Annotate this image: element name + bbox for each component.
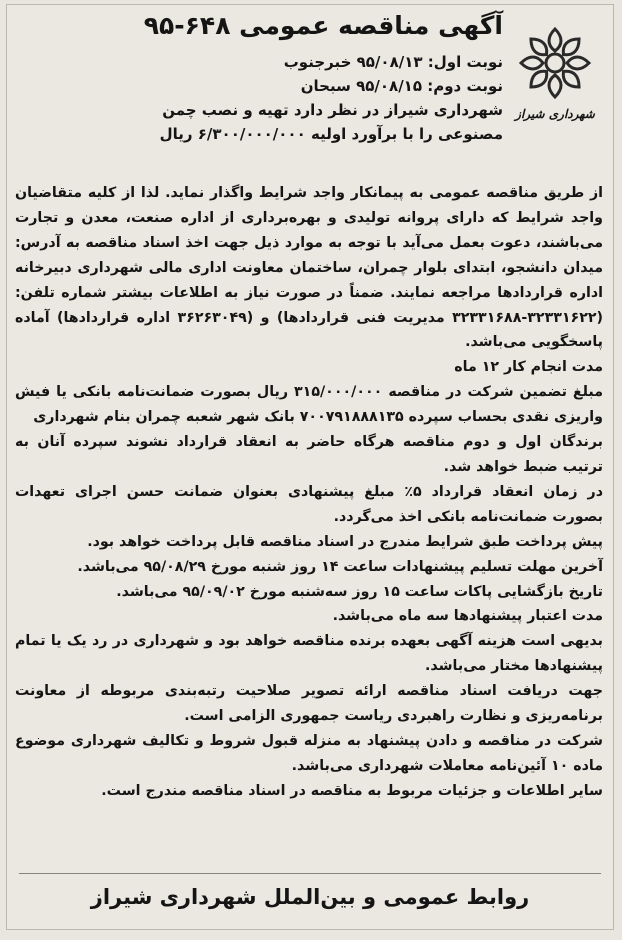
first-publication: نوبت اول: ۹۵/۰۸/۱۳ خبرجنوب	[283, 53, 503, 71]
paragraph: مدت انجام کار ۱۲ ماه	[454, 359, 603, 376]
paragraph: از طریق مناقصه عمومی به پیمانکار واجد شرایط واگذار نماید. لذا از کلیه متقاضیان واجد شرایط که دارای پروانه تولیدی و بهره‌برداری از اداره صنعت، معدن و تجارت می‌باشند، دعوت بعمل می‌آید با توجه به موارد ذیل جهت اخذ اسناد مناقصه به آدرس: میدان دانشجو، ابتدای بلوار چمران، ساختمان معاونت اداری مالی شهرداری دبیرخانه اداره قراردادها مراجعه نمایند. ضمناً در صورت نیاز به اطلاعات بیشتر شماره تلفن: (۳۲۳۳۱۶۲۲-۳۲۳۳۱۶۸۸ مدیریت فنی قراردادها) و (۳۶۲۶۳۰۴۹ اداره قراردادها) آماده پاسخگویی می‌باشد.	[15, 185, 604, 351]
paragraph: در زمان انعقاد قرارداد ۵٪ مبلغ پیشنهادی بعنوان ضمانت حسن اجرای تعهدات بصورت ضمانت‌نامه بانکی اخذ می‌گردد.	[15, 483, 604, 525]
paragraph: مدت اعتبار پیشنهادها سه ماه می‌باشد.	[332, 608, 603, 625]
notice-header	[7, 5, 613, 143]
paragraph: آخرین مهلت تسلیم پیشنهادات ساعت ۱۴ روز شنبه مورخ ۹۵/۰۸/۲۹ می‌باشد.	[77, 558, 603, 575]
paragraph: جهت دریافت اسناد مناقصه ارائه تصویر صلاحیت رتبه‌بندی مربوطه از معاونت برنامه‌ریزی و نظارت راهبردی ریاست جمهوری الزامی است.	[15, 683, 603, 725]
notice-title: آگهی مناقصه عمومی ۶۴۸-۹۵	[143, 11, 503, 40]
paragraph: شرکت در مناقصه و دادن پیشنهاد به منزله قبول شروط و تکالیف شهرداری موضوع ماده ۱۰ آئین‌نامه معاملات شهرداری می‌باشد.	[15, 732, 603, 774]
paragraph: سایر اطلاعات و جزئیات مربوط به مناقصه در اسناد مناقصه مندرج است.	[101, 782, 603, 799]
notice-footer: روابط عمومی و بین‌الملل شهرداری شیراز	[90, 885, 530, 909]
newspaper-notice	[6, 4, 614, 930]
paragraph: تاریخ بازگشایی پاکات ساعت ۱۵ روز سه‌شنبه مورخ ۹۵/۰۹/۰۲ می‌باشد.	[116, 583, 603, 600]
paragraph: مبلغ تضمین شرکت در مناقصه ۳۱۵/۰۰۰/۰۰۰ ریال بصورت ضمانت‌نامه بانکی یا فیش واریزی نقدی بحساب سپرده ۷۰۰۷۹۱۸۸۸۱۳۵ بانک شهر شعبه چمران بنام شهرداری	[15, 384, 603, 426]
shiraz-municipality-logo-icon	[515, 23, 595, 103]
notice-body	[15, 181, 603, 804]
second-publication: نوبت دوم: ۹۵/۰۸/۱۵ سبحان	[300, 77, 503, 95]
paragraph: برندگان اول و دوم مناقصه هرگاه حاضر به انعقاد قرارداد نشوند سپرده آنان به ترتیب ضبط خواهد شد.	[15, 434, 603, 475]
logo-caption: شهرداری شیراز	[515, 107, 595, 121]
paragraph: بدیهی است هزینه آگهی بعهده برنده مناقصه خواهد بود و شهرداری در رد یک یا تمام پیشنهادها مختار می‌باشد.	[15, 633, 603, 675]
paragraph: پیش پرداخت طبق شرایط مندرج در اسناد مناقصه قابل پرداخت خواهد بود.	[87, 533, 603, 550]
footer-divider	[19, 873, 601, 874]
intro-line-2: مصنوعی را با برآورد اولیه ۶/۳۰۰/۰۰۰/۰۰۰ ریال	[159, 125, 503, 143]
intro-line-1: شهرداری شیراز در نظر دارد تهیه و نصب چمن	[162, 101, 503, 119]
